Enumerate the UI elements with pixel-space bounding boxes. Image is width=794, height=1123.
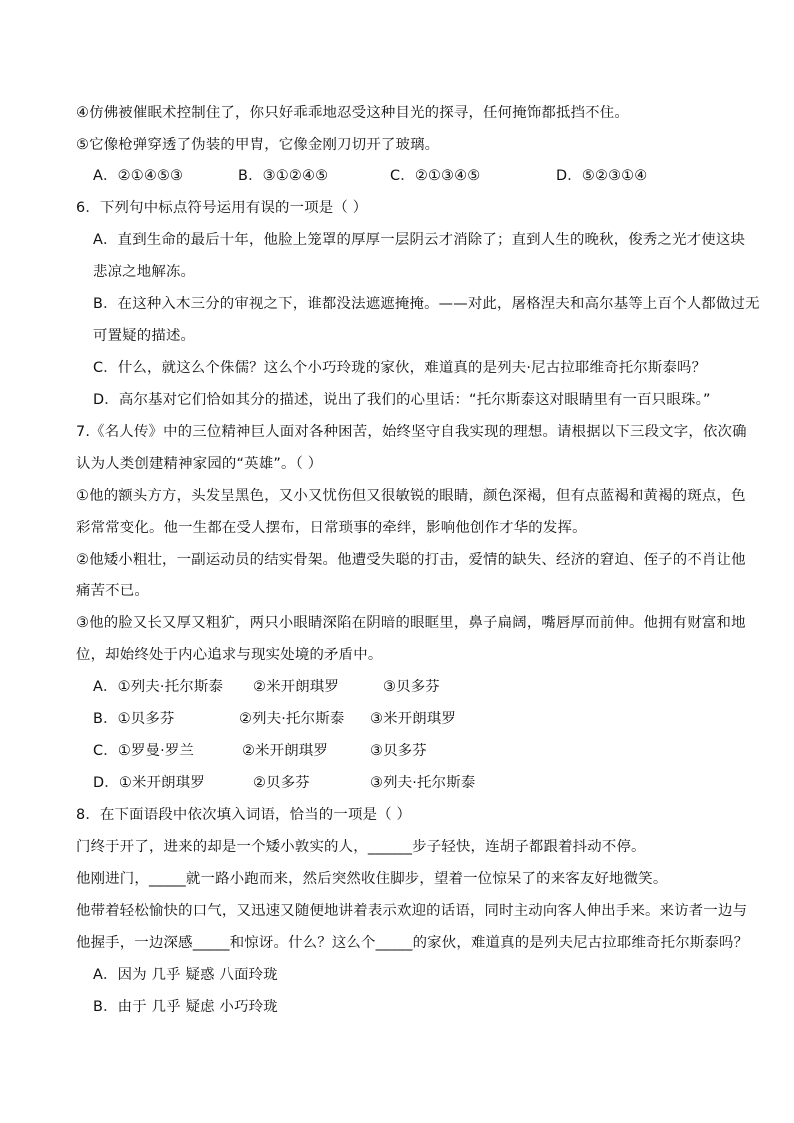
q6-stem: 6．下列句中标点符号运用有误的一项是（ ） xyxy=(76,200,368,216)
q7-option-c-2: ②米开朗琪罗 xyxy=(242,743,329,759)
q7-option-a-2: ②米开朗琪罗 xyxy=(253,679,340,695)
q6-option-b[interactable]: B．在这种入木三分的审视之下，谁都没法遮遮掩掩。——对此，屠格涅夫和高尔基等上百个人都做过无 xyxy=(93,296,760,312)
q7-option-a-1: A．①列夫·托尔斯泰 xyxy=(93,679,224,695)
q6-option-d[interactable]: D．高尔基对它们恰如其分的描述，说出了我们的心里话：“托尔斯泰这对眼睛里有一百只眼珠。” xyxy=(93,392,711,408)
q8-option-b[interactable]: B．由于 几乎 疑虑 小巧玲珑 xyxy=(93,999,278,1015)
q7-option-a-3: ③贝多芬 xyxy=(383,679,440,695)
q5-option-d[interactable]: D．⑤②③①④ xyxy=(556,168,648,184)
q7-stem-cont: 认为人类创建精神家园的“英雄”。（ ） xyxy=(76,456,323,472)
q6-option-a-cont: 悲凉之地解冻。 xyxy=(93,264,196,280)
q6-option-b-cont: 可置疑的描述。 xyxy=(93,328,196,344)
q6-option-c[interactable]: C．什么，就这么个侏儒？这么个小巧玲珑的家伙，难道真的是列夫·尼古拉耶维奇托尔斯泰吗？ xyxy=(93,360,707,376)
q7-option-c[interactable] xyxy=(93,741,427,761)
q7-stem: 7.《名人传》中的三位精神巨人面对各种困苦，始终坚守自我实现的理想。请根据以下三段文字，依次确 xyxy=(76,424,747,440)
q7-passage-1: ①他的额头方方，头发呈黑色，又小又忧伤但又很敏锐的眼睛，颜色深褐，但有点蓝褐和黄褐的斑点，色 xyxy=(76,488,746,504)
q7-option-b-1: B．①贝多芬 xyxy=(93,711,175,727)
q7-passage-2: ②他矮小粗壮，一副运动员的结实骨架。他遭受失聪的打击，爱情的缺失、经济的窘迫、侄子的不肖让他 xyxy=(76,552,746,568)
q8-option-a[interactable]: A．因为 几乎 疑惑 八面玲珑 xyxy=(93,967,278,983)
q7-option-b-2: ②列夫·托尔斯泰 xyxy=(239,711,345,727)
q6-option-a[interactable]: A．直到生命的最后十年，他脸上笼罩的厚厚一层阴云才消除了；直到人生的晚秋，俊秀之光才使这块 xyxy=(93,232,746,248)
q7-option-a[interactable] xyxy=(93,677,440,697)
q5-option-b[interactable]: B．③①②④⑤ xyxy=(238,168,329,184)
q8-passage-line-2: 他刚进门，_____就一路小跑而来，然后突然收住脚步，望着一位惊呆了的来客友好地微笑。 xyxy=(76,871,668,887)
sentence-5: ⑤它像枪弹穿透了伪装的甲胄，它像金刚刀切开了玻璃。 xyxy=(76,137,440,153)
q7-passage-1-cont: 彩常常变化。他一生都在受人摆布，日常琐事的牵绊，影响他创作才华的发挥。 xyxy=(76,520,587,536)
q7-passage-3-cont: 位，却始终处于内心追求与现实处境的矛盾中。 xyxy=(76,647,383,663)
q7-passage-3: ③他的脸又长又厚又粗犷，两只小眼睛深陷在阴暗的眼眶里，鼻子扁阔，嘴唇厚而前伸。他拥有财富和地 xyxy=(76,615,746,631)
q5-option-a[interactable]: A．②①④⑤③ xyxy=(93,168,184,184)
q7-option-d[interactable] xyxy=(93,773,475,793)
q7-option-d-1: D．①米开朗琪罗 xyxy=(93,775,205,791)
q7-option-b[interactable] xyxy=(93,709,456,729)
sentence-4: ④仿佛被催眠术控制住了，你只好乖乖地忍受这种目光的探寻，任何掩饰都抵挡不住。 xyxy=(76,105,629,121)
q8-passage-line-3: 他带着轻松愉快的口气，又迅速又随便地讲着表示欢迎的话语，同时主动向客人伸出手来。来访者一边与 xyxy=(76,903,748,919)
q8-stem: 8．在下面语段中依次填入词语，恰当的一项是（ ） xyxy=(76,807,412,823)
q7-option-b-3: ③米开朗琪罗 xyxy=(370,711,457,727)
q8-passage-line-4: 他握手，一边深感_____和惊讶。什么？这么个_____的家伙，难道真的是列夫尼古拉耶维奇托尔斯泰吗？ xyxy=(76,935,749,951)
q8-passage-line-1: 门终于开了，进来的却是一个矮小敦实的人，______步子轻快，连胡子都跟着抖动不停。 xyxy=(76,839,646,855)
q7-option-d-2: ②贝多芬 xyxy=(253,775,310,791)
q7-option-d-3: ③列夫·托尔斯泰 xyxy=(370,775,476,791)
q7-option-c-1: C．①罗曼·罗兰 xyxy=(93,743,195,759)
q7-passage-2-cont: 痛苦不已。 xyxy=(76,583,149,599)
q5-option-c[interactable]: C．②①③④⑤ xyxy=(390,168,481,184)
q5-options xyxy=(93,166,647,186)
q7-option-c-3: ③贝多芬 xyxy=(370,743,427,759)
